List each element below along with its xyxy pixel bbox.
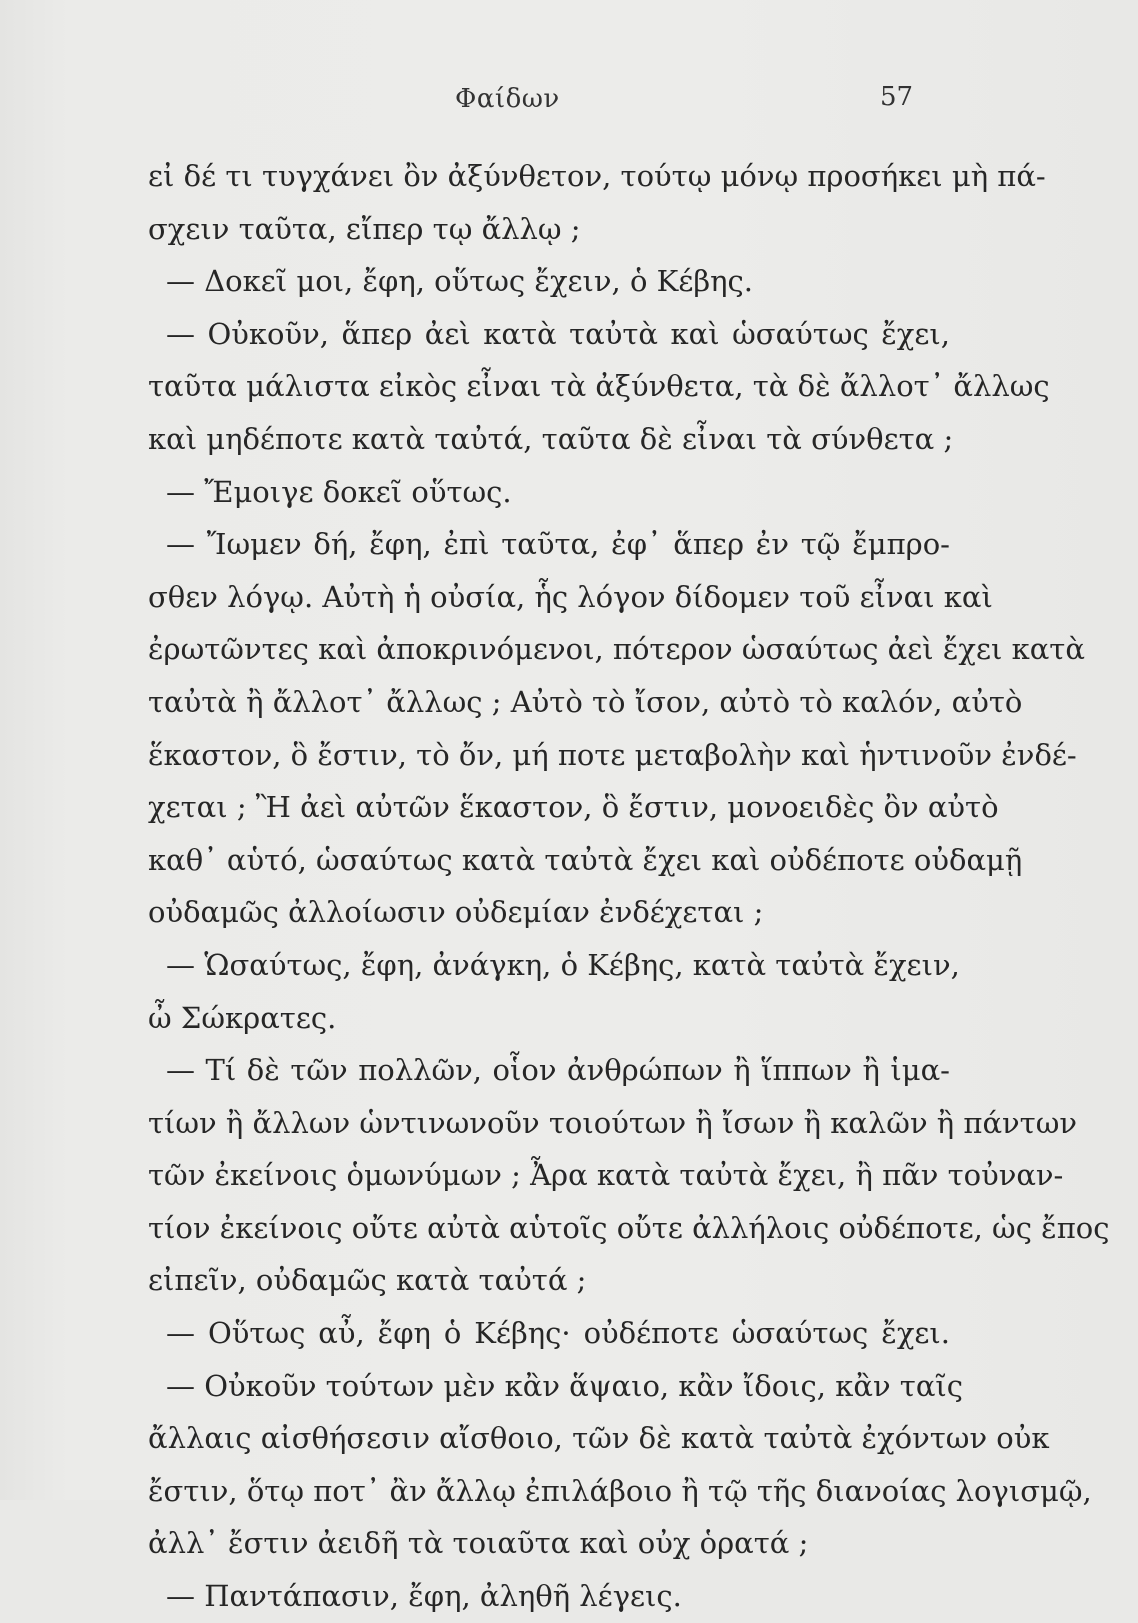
text-line: — Παντάπασιν, ἔφη, ἀληθῆ λέγεις.: [166, 1579, 682, 1614]
text-line: τίον ἐκείνοις οὔτε αὐτὰ αὑτοῖς οὔτε ἀλλήλοις οὐδέποτε, ὡς ἔπος: [148, 1210, 1110, 1245]
text-line: ταὐτὰ ἢ ἄλλοτ᾽ ἄλλως ; Αὐτὸ τὸ ἴσον, αὐτὸ τὸ καλόν, αὐτὸ: [148, 684, 1023, 719]
text-line: ἔστιν, ὅτῳ ποτ᾽ ἂν ἄλλῳ ἐπιλάβοιο ἢ τῷ τῆς διανοίας λογισμῷ,: [148, 1473, 1092, 1508]
text-line: ταῦτα μάλιστα εἰκὸς εἶναι τὰ ἀξύνθετα, τὰ δὲ ἄλλοτ᾽ ἄλλως: [148, 369, 1050, 404]
text-line: — Τί δὲ τῶν πολλῶν, οἷον ἀνθρώπων ἢ ἵππων ἢ ἱμα-: [166, 1053, 950, 1088]
text-line: ἀλλ᾽ ἔστιν ἀειδῆ τὰ τοιαῦτα καὶ οὐχ ὁρατά ;: [148, 1526, 809, 1561]
text-body: [148, 150, 1110, 1623]
text-line: εἰ δέ τι τυγχάνει ὂν ἀξύνθετον, τούτῳ μόνῳ προσήκει μὴ πά-: [148, 159, 1046, 193]
running-title: Φαίδων: [455, 84, 560, 114]
text-line: — Ἔμοιγε δοκεῖ οὕτως.: [166, 474, 512, 509]
text-line: ἄλλαις αἰσθήσεσιν αἴσθοιο, τῶν δὲ κατὰ ταὐτὰ ἐχόντων οὐκ: [148, 1421, 1050, 1456]
text-line: — Ἴωμεν δή, ἔφη, ἐπὶ ταῦτα, ἐφ᾽ ἅπερ ἐν τῷ ἔμπρο-: [166, 527, 950, 562]
page-number: 57: [880, 82, 914, 112]
text-line: — Οὐκοῦν τούτων μὲν κἂν ἅψαιο, κἂν ἴδοις, κἂν ταῖς: [166, 1368, 964, 1403]
text-line: — Οὐκοῦν, ἅπερ ἀεὶ κατὰ ταὐτὰ καὶ ὡσαύτως ἔχει,: [166, 316, 950, 351]
text-line: σχειν ταῦτα, εἴπερ τῳ ἄλλῳ ;: [148, 211, 581, 246]
text-line: ἐρωτῶντες καὶ ἀποκρινόμενοι, πότερον ὡσαύτως ἀεὶ ἔχει κατὰ: [148, 632, 1085, 667]
text-line: καὶ μηδέποτε κατὰ ταὐτά, ταῦτα δὲ εἶναι τὰ σύνθετα ;: [148, 421, 954, 456]
text-line: ὦ Σώκρατες.: [148, 1000, 337, 1035]
text-line: τῶν ἐκείνοις ὁμωνύμων ; Ἆρα κατὰ ταὐτὰ ἔχει, ἢ πᾶν τοὐναν-: [148, 1158, 1064, 1193]
text-line: τίων ἢ ἄλλων ὡντινωνοῦν τοιούτων ἢ ἴσων ἢ καλῶν ἢ πάντων: [148, 1105, 1077, 1140]
text-line: καθ᾽ αὑτό, ὡσαύτως κατὰ ταὐτὰ ἔχει καὶ οὐδέποτε οὐδαμῇ: [148, 842, 1023, 877]
text-line: εἰπεῖν, οὐδαμῶς κατὰ ταὐτά ;: [148, 1263, 587, 1298]
text-line: — Δοκεῖ μοι, ἔφη, οὕτως ἔχειν, ὁ Κέβης.: [166, 264, 753, 299]
text-line: σθεν λόγῳ. Αὐτὴ ἡ οὐσία, ἧς λόγον δίδομεν τοῦ εἶναι καὶ: [148, 579, 993, 614]
text-line: οὐδαμῶς ἀλλοίωσιν οὐδεμίαν ἐνδέχεται ;: [148, 895, 764, 930]
text-line: ἕκαστον, ὃ ἔστιν, τὸ ὄν, μή ποτε μεταβολὴν καὶ ἡντινοῦν ἐνδέ-: [148, 737, 1077, 772]
text-line: — Οὕτως αὖ, ἔφη ὁ Κέβης· οὐδέποτε ὡσαύτως ἔχει.: [166, 1316, 950, 1351]
text-line: χεται ; Ἢ ἀεὶ αὐτῶν ἕκαστον, ὃ ἔστιν, μονοειδὲς ὂν αὐτὸ: [148, 790, 999, 825]
text-line: — Ὡσαύτως, ἔφη, ἀνάγκη, ὁ Κέβης, κατὰ ταὐτὰ ἔχειν,: [166, 947, 960, 982]
